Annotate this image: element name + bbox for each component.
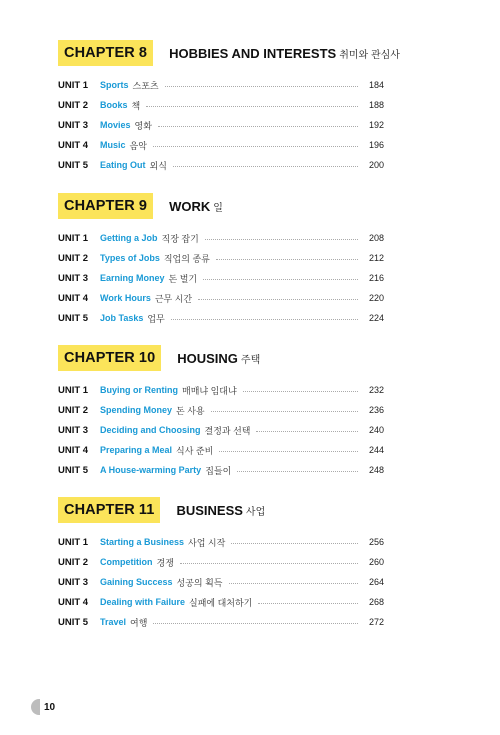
unit-title-ko: 영화 [134, 120, 152, 131]
dot-leader [258, 603, 358, 604]
unit-number: UNIT 1 [58, 232, 89, 244]
unit-title-ko: 직장 잡기 [161, 233, 199, 244]
unit-title-ko: 여행 [130, 617, 148, 628]
unit-row[interactable] [58, 463, 384, 477]
dot-leader [165, 86, 358, 87]
chapter-title-en: BUSINESS [176, 502, 243, 518]
unit-title: Travel [100, 617, 127, 627]
unit-title-ko: 외식 [149, 160, 167, 171]
unit-title: Types of Jobs [100, 253, 160, 263]
chapter-header [58, 345, 384, 371]
chapter-title-ko: 사업 [245, 506, 266, 518]
unit-row[interactable] [58, 158, 384, 172]
unit-number: UNIT 2 [58, 404, 89, 416]
unit-title-ko: 직업의 종류 [163, 253, 210, 264]
page-number: 200 [368, 160, 384, 170]
unit-number: UNIT 1 [58, 79, 89, 91]
chapter-header [58, 40, 400, 66]
page-number: 260 [368, 557, 384, 567]
unit-row[interactable] [58, 78, 384, 92]
unit-title-ko: 식사 준비 [176, 445, 214, 456]
dot-leader [243, 391, 358, 392]
unit-number: UNIT 4 [58, 444, 89, 456]
unit-title-ko: 실패에 대처하기 [189, 597, 253, 608]
page-number: 208 [368, 233, 384, 243]
chapter-title [169, 199, 223, 214]
unit-number: UNIT 5 [58, 616, 89, 628]
dot-leader [146, 106, 358, 107]
unit-title: A House-warming Party [100, 465, 202, 475]
unit-number: UNIT 3 [58, 119, 89, 131]
unit-row[interactable] [58, 383, 384, 397]
page-number: 224 [368, 313, 384, 323]
unit-number: UNIT 2 [58, 252, 89, 264]
dot-leader [237, 471, 358, 472]
unit-title-ko: 음악 [129, 140, 147, 151]
unit-title: Earning Money [100, 273, 165, 283]
chapter-label: CHAPTER 8 [58, 40, 153, 66]
unit-number: UNIT 3 [58, 272, 89, 284]
page-number: 256 [368, 537, 384, 547]
page-tab-marker [31, 699, 40, 715]
chapter-title-ko: 주택 [240, 354, 261, 366]
dot-leader [153, 623, 358, 624]
chapter-title [177, 351, 260, 366]
unit-title: Movies [100, 120, 131, 130]
dot-leader [203, 279, 358, 280]
chapter-title-ko: 취미와 관심사 [339, 49, 400, 61]
unit-row[interactable] [58, 271, 384, 285]
unit-number: UNIT 2 [58, 99, 89, 111]
unit-title: Deciding and Choosing [100, 425, 201, 435]
unit-number: UNIT 3 [58, 576, 89, 588]
unit-row[interactable] [58, 535, 384, 549]
chapter-title-en: WORK [169, 198, 211, 214]
page-number: 216 [368, 273, 384, 283]
unit-title-ko: 돈 벌기 [168, 273, 198, 284]
unit-row[interactable] [58, 615, 384, 629]
page-number: 192 [368, 120, 384, 130]
unit-number: UNIT 5 [58, 464, 89, 476]
chapter-label: CHAPTER 9 [58, 193, 153, 219]
chapter-title-en: HOUSING [177, 350, 238, 366]
unit-title-ko: 돈 사용 [176, 405, 205, 416]
unit-title-ko: 업무 [147, 313, 165, 324]
unit-row[interactable] [58, 118, 384, 132]
dot-leader [180, 563, 358, 564]
unit-number: UNIT 5 [58, 159, 89, 171]
page-number: 236 [368, 405, 384, 415]
chapter-title-en: HOBBIES AND INTERESTS [169, 45, 337, 61]
dot-leader [158, 126, 358, 127]
unit-title: Eating Out [100, 160, 146, 170]
unit-title: Getting a Job [100, 233, 158, 243]
unit-title-ko: 근무 시간 [154, 293, 193, 304]
unit-title: Competition [100, 557, 153, 567]
page-number: 196 [368, 140, 384, 150]
unit-row[interactable] [58, 403, 384, 417]
unit-number: UNIT 4 [58, 292, 89, 304]
dot-leader [219, 451, 358, 452]
unit-number: UNIT 1 [58, 384, 89, 396]
unit-title: Buying or Renting [100, 385, 178, 395]
chapter-title [176, 503, 265, 518]
unit-title-ko: 성공의 획득 [176, 577, 223, 588]
unit-number: UNIT 2 [58, 556, 89, 568]
unit-number: UNIT 4 [58, 139, 89, 151]
dot-leader [153, 146, 358, 147]
unit-row[interactable] [58, 251, 384, 265]
page-footer [31, 699, 55, 715]
page-number: 232 [368, 385, 384, 395]
unit-title: Dealing with Failure [100, 597, 186, 607]
chapter-title [169, 46, 400, 61]
chapter-8-section [58, 40, 400, 171]
page-number: 244 [368, 445, 384, 455]
unit-title-ko: 경쟁 [156, 557, 174, 568]
dot-leader [229, 583, 358, 584]
unit-row[interactable] [58, 231, 384, 245]
unit-title: Books [100, 100, 128, 110]
page-number: 184 [368, 80, 384, 90]
unit-title: Preparing a Meal [100, 445, 173, 455]
chapter-label: CHAPTER 11 [58, 497, 160, 523]
page-number: 268 [368, 597, 384, 607]
unit-title-ko: 집들이 [205, 465, 232, 476]
dot-leader [256, 431, 358, 432]
unit-row[interactable] [58, 98, 384, 112]
chapter-label: CHAPTER 10 [58, 345, 161, 371]
unit-title-ko: 결정과 선택 [204, 425, 251, 436]
dot-leader [205, 239, 358, 240]
unit-title: Job Tasks [100, 313, 144, 323]
unit-number: UNIT 4 [58, 596, 89, 608]
unit-row[interactable] [58, 423, 384, 437]
page-number: 248 [368, 465, 384, 475]
chapter-header [58, 497, 384, 523]
unit-title: Gaining Success [100, 577, 173, 587]
unit-number: UNIT 3 [58, 424, 89, 436]
page-number: 264 [368, 577, 384, 587]
chapter-header [58, 193, 384, 219]
unit-title-ko: 책 [131, 100, 141, 111]
unit-title-ko: 사업 시작 [188, 537, 226, 548]
page-number: 272 [368, 617, 384, 627]
unit-title-ko: 매매냐 임대냐 [182, 385, 237, 396]
dot-leader [198, 299, 358, 300]
footer-page-number: 10 [44, 701, 56, 713]
chapter-11-section [58, 497, 384, 628]
page-number: 188 [368, 100, 384, 110]
unit-title-ko: 스포츠 [132, 80, 159, 91]
chapter-10-section [58, 345, 384, 476]
dot-leader [173, 166, 358, 167]
chapter-9-section [58, 193, 384, 324]
unit-title: Sports [100, 80, 129, 90]
dot-leader [171, 319, 358, 320]
unit-title: Starting a Business [100, 537, 185, 547]
unit-title: Music [100, 140, 126, 150]
unit-row[interactable] [58, 291, 384, 305]
unit-row[interactable] [58, 555, 384, 569]
unit-number: UNIT 1 [58, 536, 89, 548]
page-number: 220 [368, 293, 384, 303]
unit-row[interactable] [58, 443, 384, 457]
chapter-title-ko: 일 [213, 202, 223, 214]
unit-title: Work Hours [100, 293, 151, 303]
unit-row[interactable] [58, 311, 384, 325]
dot-leader [216, 259, 358, 260]
unit-row[interactable] [58, 138, 384, 152]
unit-title: Spending Money [100, 405, 172, 415]
page-number: 240 [368, 425, 384, 435]
dot-leader [211, 411, 358, 412]
unit-number: UNIT 5 [58, 312, 89, 324]
unit-row[interactable] [58, 595, 384, 609]
page-number: 212 [368, 253, 384, 263]
unit-row[interactable] [58, 575, 384, 589]
dot-leader [231, 543, 358, 544]
